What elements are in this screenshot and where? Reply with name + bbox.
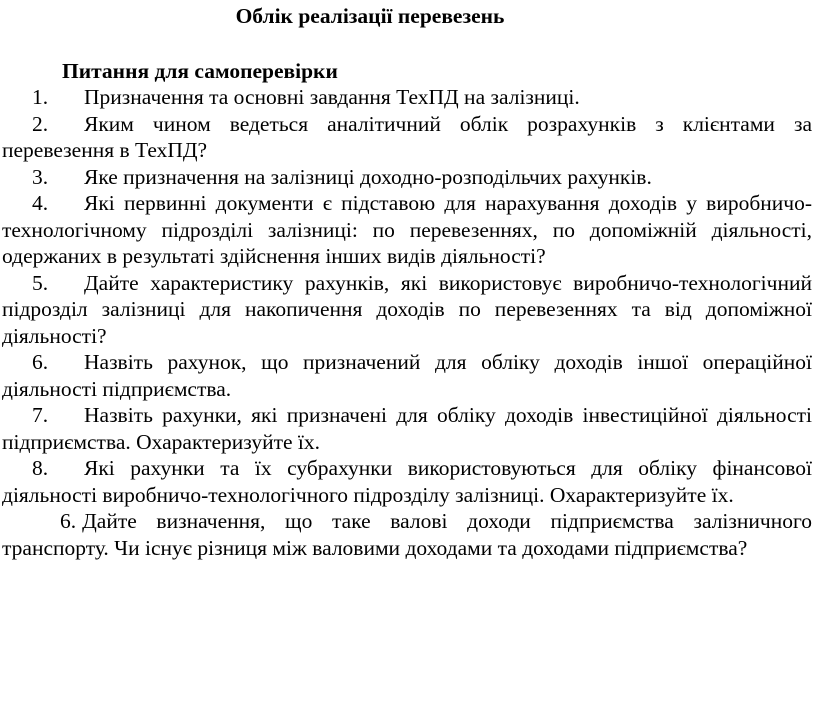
question-text: Дайте характеристику рахунків, які використовує виробничо-технологічний підрозділ залізниці для накопичення доходів по перевезеннях та від допоміжної діяльності? [2,270,812,348]
question-text: Призначення та основні завдання ТехПД на залізниці. [84,85,580,109]
section-subtitle: Питання для самоперевірки [62,59,338,83]
question-text: Назвіть рахунки, які призначені для обліку доходів інвестиційної діяльності підприємства. Охарактеризуйте їх. [2,403,812,454]
question-number: 6. [32,350,49,374]
question-number: 4. [32,191,49,215]
question-text: Які первинні документи є підставою для нарахування доходів у виробничо-технологічному підрозділі залізниці: по перевезеннях, по допоміжній діяльності, одержаних в результаті здійснення інших видів діяльності? [2,191,812,268]
question-number: 5. [32,270,49,295]
question-item [2,349,812,402]
question-item [2,190,812,270]
question-number: 3. [32,164,49,189]
question-item [2,164,812,191]
question-text: Назвіть рахунок, що призначений для обліку доходів іншої операційної діяльності підприємства. [2,350,812,401]
question-text: Які рахунки та їх субрахунки використовуються для обліку фінансової діяльності виробничо-технологічного підрозділу залізниці. Охарактеризуйте їх. [2,456,812,507]
question-number: 6. [60,509,77,533]
question-number: 2. [32,111,49,136]
question-item [2,508,812,561]
question-item [2,402,812,455]
question-text: Яким чином ведеться аналітичний облік розрахунків з клієнтами за перевезення в ТехПД? [2,111,812,162]
question-text: Яке призначення на залізниці доходно-розподільчих рахунків. [84,164,652,189]
question-item [2,84,812,111]
question-list [2,84,812,561]
question-item [2,270,812,350]
question-number: 8. [32,456,49,480]
document-title: Облік реалізації перевезень [235,4,505,28]
question-item [2,111,812,164]
question-text: Дайте визначення, що таке валові доходи підприємства залізничного транспорту. Чи існує різниця між валовими доходами та доходами підприємства? [2,509,812,560]
question-item [2,455,812,508]
question-number: 1. [32,85,49,109]
question-number: 7. [32,403,49,427]
